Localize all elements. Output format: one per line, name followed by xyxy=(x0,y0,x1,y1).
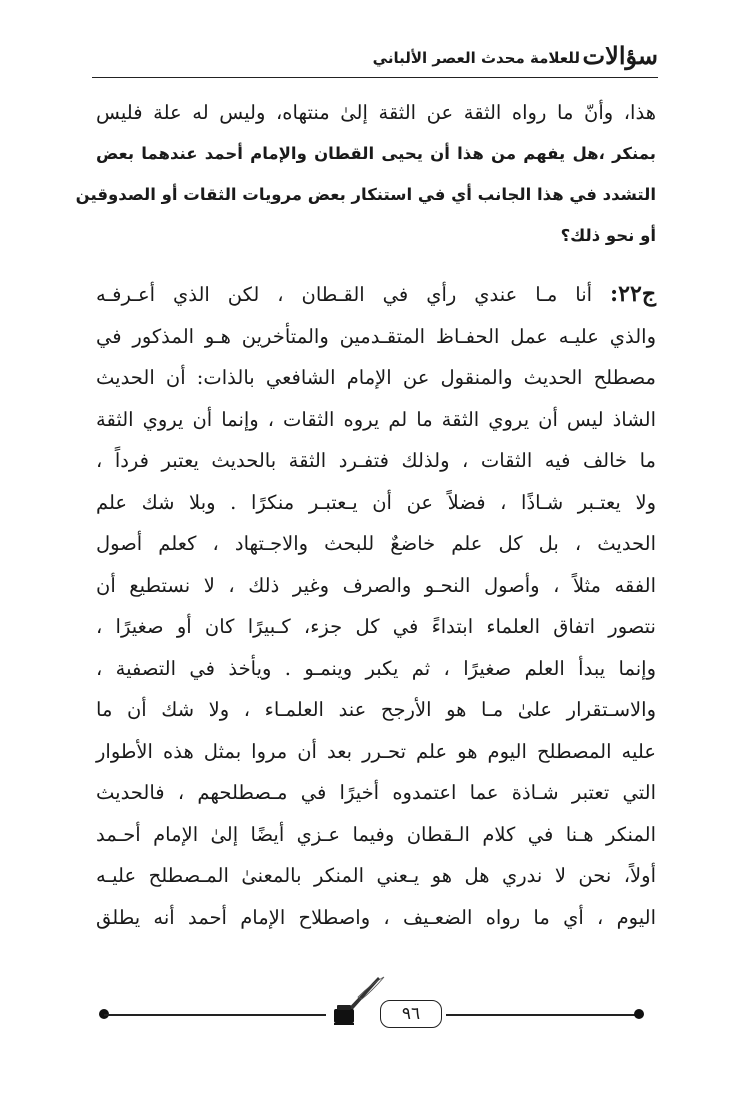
answer-line: أنا مـا عندي رأي في القـطان ، لكن الذي أعـرفـه xyxy=(96,283,593,306)
answer-line: المنكر هـنا في كلام الـقطان وفيما عـزي أيضًا إلىٰ الإمام أحـمد xyxy=(96,822,656,846)
footer-rule-left xyxy=(104,1014,326,1016)
answer-paragraph xyxy=(96,274,656,938)
answer-line: ما خالف فيه الثقات ، ولذلك فتفـرد الثقة بالحديث يعتبر فرداً ، xyxy=(96,449,656,472)
header-rule xyxy=(92,77,658,78)
running-header xyxy=(92,38,658,78)
page-body xyxy=(75,92,657,938)
series-title: سؤالات xyxy=(582,41,658,70)
question-line: هذا، وأنّ ما رواه الثقة عن الثقة إلىٰ منتهاه، وليس له علة فليس xyxy=(96,101,656,124)
footer-rule-right xyxy=(446,1014,636,1016)
footer-dot-right xyxy=(634,1009,644,1019)
answer-line: اليوم ، أي ما رواه الضعـيف ، واصطلاح الإمام أحمد أنه يطلق xyxy=(96,905,656,929)
answer-line: ولا يعتـبر شـاذًا ، فضلاً عن أن يـعتبـر منكرًا . وبلا شك علم xyxy=(96,490,656,514)
question-line: أو نحو ذلك؟ xyxy=(560,226,656,245)
answer-label: ج٢٢: xyxy=(610,281,657,307)
answer-line: الشاذ ليس أن يروي الثقة ما لم يروه الثقات ، وإنما أن يروي الثقة xyxy=(96,407,656,431)
question-line: بمنكر ،هل يفهم من هذا أن يحيى القطان والإمام أحمد عندهما بعض xyxy=(96,144,656,163)
answer-line: والاسـتقرار علىٰ مـا هو الأرجح عند العلمـاء ، ولا شك أن ما xyxy=(96,698,656,721)
inkwell-quill-icon xyxy=(328,975,388,1027)
book-subtitle: للعلامة محدث العصر الألباني xyxy=(372,49,580,67)
answer-line: عليه المصطلح اليوم هو علم تحـرر بعد أن مروا بمثل هذه الأطوار xyxy=(96,739,656,763)
answer-line: أولاً، نحن لا ندري هل هو يـعني المنكر بالمعنىٰ المـصطلح عليـه xyxy=(96,864,656,887)
answer-line: مصطلح الحديث والمنقول عن الإمام الشافعي بالذات: أن الحديث xyxy=(96,366,656,389)
answer-first-line xyxy=(96,274,656,316)
answer-line: نتصور اتفاق العلماء ابتداءً في كل جزء، كـبيرًا كان أو صغيرًا ، xyxy=(96,615,656,638)
question-paragraph xyxy=(75,92,656,256)
page-number: ٩٦ xyxy=(380,1000,442,1028)
answer-line: والذي عليـه عمل الحفـاظ المتقـدمين والمتأخرين هـو المذكور في xyxy=(96,324,656,348)
answer-line: الفقه مثلاً ، وأصول النحـو والصرف وغير ذلك ، لا نستطيع أن xyxy=(96,573,656,597)
answer-line: التي تعتبر شـاذة عما اعتمدوه أخيرًا في مـصطلحهم ، فالحديث xyxy=(96,781,656,804)
question-line: التشدد في هذا الجانب أي في استنكار بعض مرويات الثقات أو الصدوقين xyxy=(75,185,656,204)
answer-line: الحديث ، بل كل علم خاضعٌ للبحث والاجـتهاد ، كعلم أصول xyxy=(96,532,656,555)
answer-line: وإنما يبدأ العلم صغيرًا ، ثم يكبر وينمـو . ويأخذ في التصفية ، xyxy=(96,656,656,680)
page-footer xyxy=(0,995,747,1035)
